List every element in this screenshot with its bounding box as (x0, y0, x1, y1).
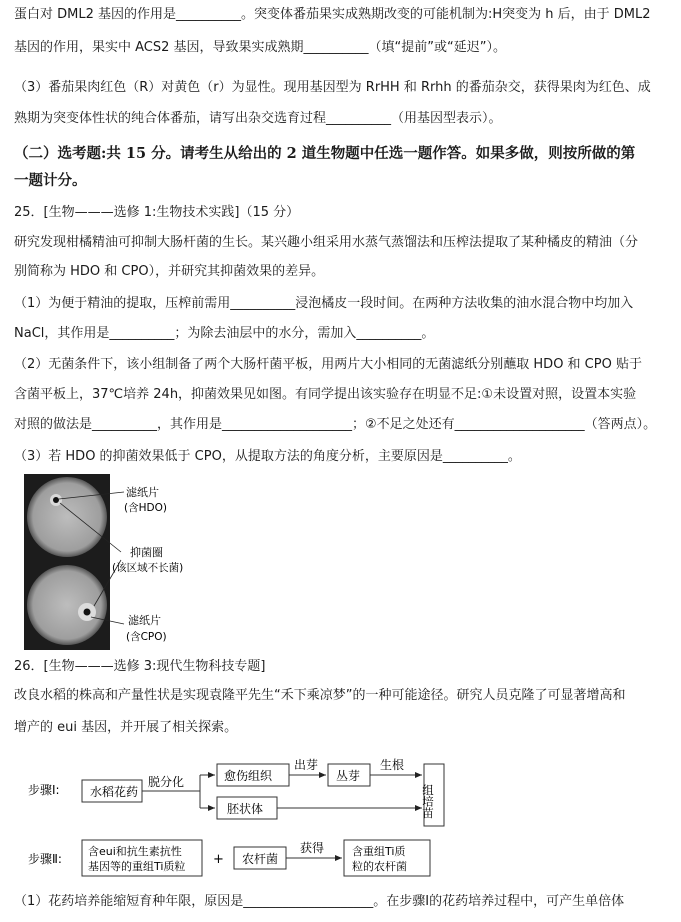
label-inhibition-zone-sub: (该区域不长菌) (112, 562, 184, 574)
box-anther: 水稻花药 (90, 785, 139, 799)
filter-paper-hdo (53, 497, 59, 503)
text-line-4: 熟期为突变体性状的纯合体番茄，请写出杂交选育过程__________（用基因型表示）。 (14, 111, 502, 126)
filter-paper-cpo (84, 609, 91, 616)
text-line-9: 别简称为 HDO 和 CPO），并研究其抑菌效果的差异。 (14, 264, 325, 279)
box-plasmid-line-2: 基因等的重组Ti质粒 (88, 860, 186, 873)
step-2-label: 步骤Ⅱ: (28, 852, 62, 866)
text-line-15: （3）若 HDO 的抑菌效果低于 CPO，从提取方法的角度分析，主要原因是__________。 (14, 449, 521, 464)
box-plasmid-line-1: 含eui和抗生素抗性 (88, 845, 182, 858)
section-heading-line-1: （二）选考题:共 15 分。请考生从给出的 2 道生物题中任选一题作答。如果多做，则按所做的第 (14, 145, 636, 162)
box-shoot-cluster: 丛芽 (336, 769, 361, 783)
arrow-label-obtain: 获得 (300, 841, 325, 855)
label-inhibition-zone: 抑菌圈 (130, 546, 163, 559)
text-line-2: 基因的作用，果实中 ACS2 基因，导致果实成熟期__________（填“提前”或“延迟”）。 (14, 40, 506, 55)
box-result-line-1: 含重组Ti质 (352, 845, 406, 858)
petri-dish-figure (24, 474, 214, 650)
step-1-label: 步骤Ⅰ: (28, 783, 60, 797)
text-line-14: 对照的做法是__________，其作用是____________________；②不足之处还有____________________（答两点）。 (14, 417, 657, 432)
text-line-12: （2）无菌条件下，该小组制备了两个大肠杆菌平板，用两片大小相同的无菌滤纸分别蘸取 HDO 和 CPO 贴于 (14, 357, 642, 372)
breeding-flow-diagram (14, 744, 484, 880)
text-line-11: NaCl，其作用是__________；为除去油层中的水分，需加入__________。 (14, 326, 435, 341)
question-26-title: 26．[生物———选修 3:现代生物科技专题] (14, 659, 266, 674)
plus-sign: + (213, 852, 224, 867)
arrow-label-root: 生根 (380, 758, 405, 772)
label-filter-cpo-sub: (含CPO) (126, 631, 167, 643)
plate-hdo (27, 477, 107, 557)
label-filter-hdo: 滤纸片 (126, 486, 159, 499)
box-agrobacterium: 农杆菌 (242, 852, 279, 866)
box-embryoid: 胚状体 (227, 802, 264, 816)
box-result-line-2: 粒的农杆菌 (352, 860, 407, 873)
text-line-18: 增产的 eui 基因，并开展了相关探索。 (14, 720, 238, 735)
text-line-8: 研究发现柑橘精油可抑制大肠杆菌的生长。某兴趣小组采用水蒸气蒸馏法和压榨法提取了某种橘皮的精油（分 (14, 235, 639, 250)
text-line-10: （1）为便于精油的提取，压榨前需用__________浸泡橘皮一段时间。在两种方法收集的油水混合物中均加入 (14, 296, 634, 311)
text-line-1: 蛋白对 DML2 基因的作用是__________。突变体番茄果实成熟期改变的可能机制为:H突变为 h 后，由于 DML2 (14, 7, 651, 22)
text-line-3: （3）番茄果肉红色（R）对黄色（r）为显性。现用基因型为 RrHH 和 Rrhh 的番茄杂交，获得果肉为红色、成 (14, 80, 651, 95)
section-heading-line-2: 一题计分。 (14, 172, 87, 189)
text-line-17: 改良水稻的株高和产量性状是实现袁隆平先生“禾下乘凉梦”的一种可能途径。研究人员克隆了可显著增高和 (14, 688, 626, 703)
text-line-19: （1）花药培养能缩短育种年限，原因是____________________。在步骤Ⅰ的花药培养过程中，可产生单倍体 (14, 894, 625, 909)
text-line-13: 含菌平板上，37℃培养 24h，抑菌效果见如图。有同学提出该实验存在明显不足:①未设置对照，设置本实验 (14, 387, 637, 402)
label-filter-hdo-sub: (含HDO) (124, 502, 167, 514)
box-plantlet: 组培苗 (421, 784, 435, 819)
label-filter-cpo: 滤纸片 (128, 614, 161, 627)
question-25-title: 25．[生物———选修 1:生物技术实践]（15 分） (14, 205, 300, 220)
box-callus: 愈伤组织 (224, 769, 273, 783)
arrow-label-dedifferentiation: 脱分化 (148, 775, 185, 789)
arrow-label-sprout: 出芽 (294, 758, 319, 772)
